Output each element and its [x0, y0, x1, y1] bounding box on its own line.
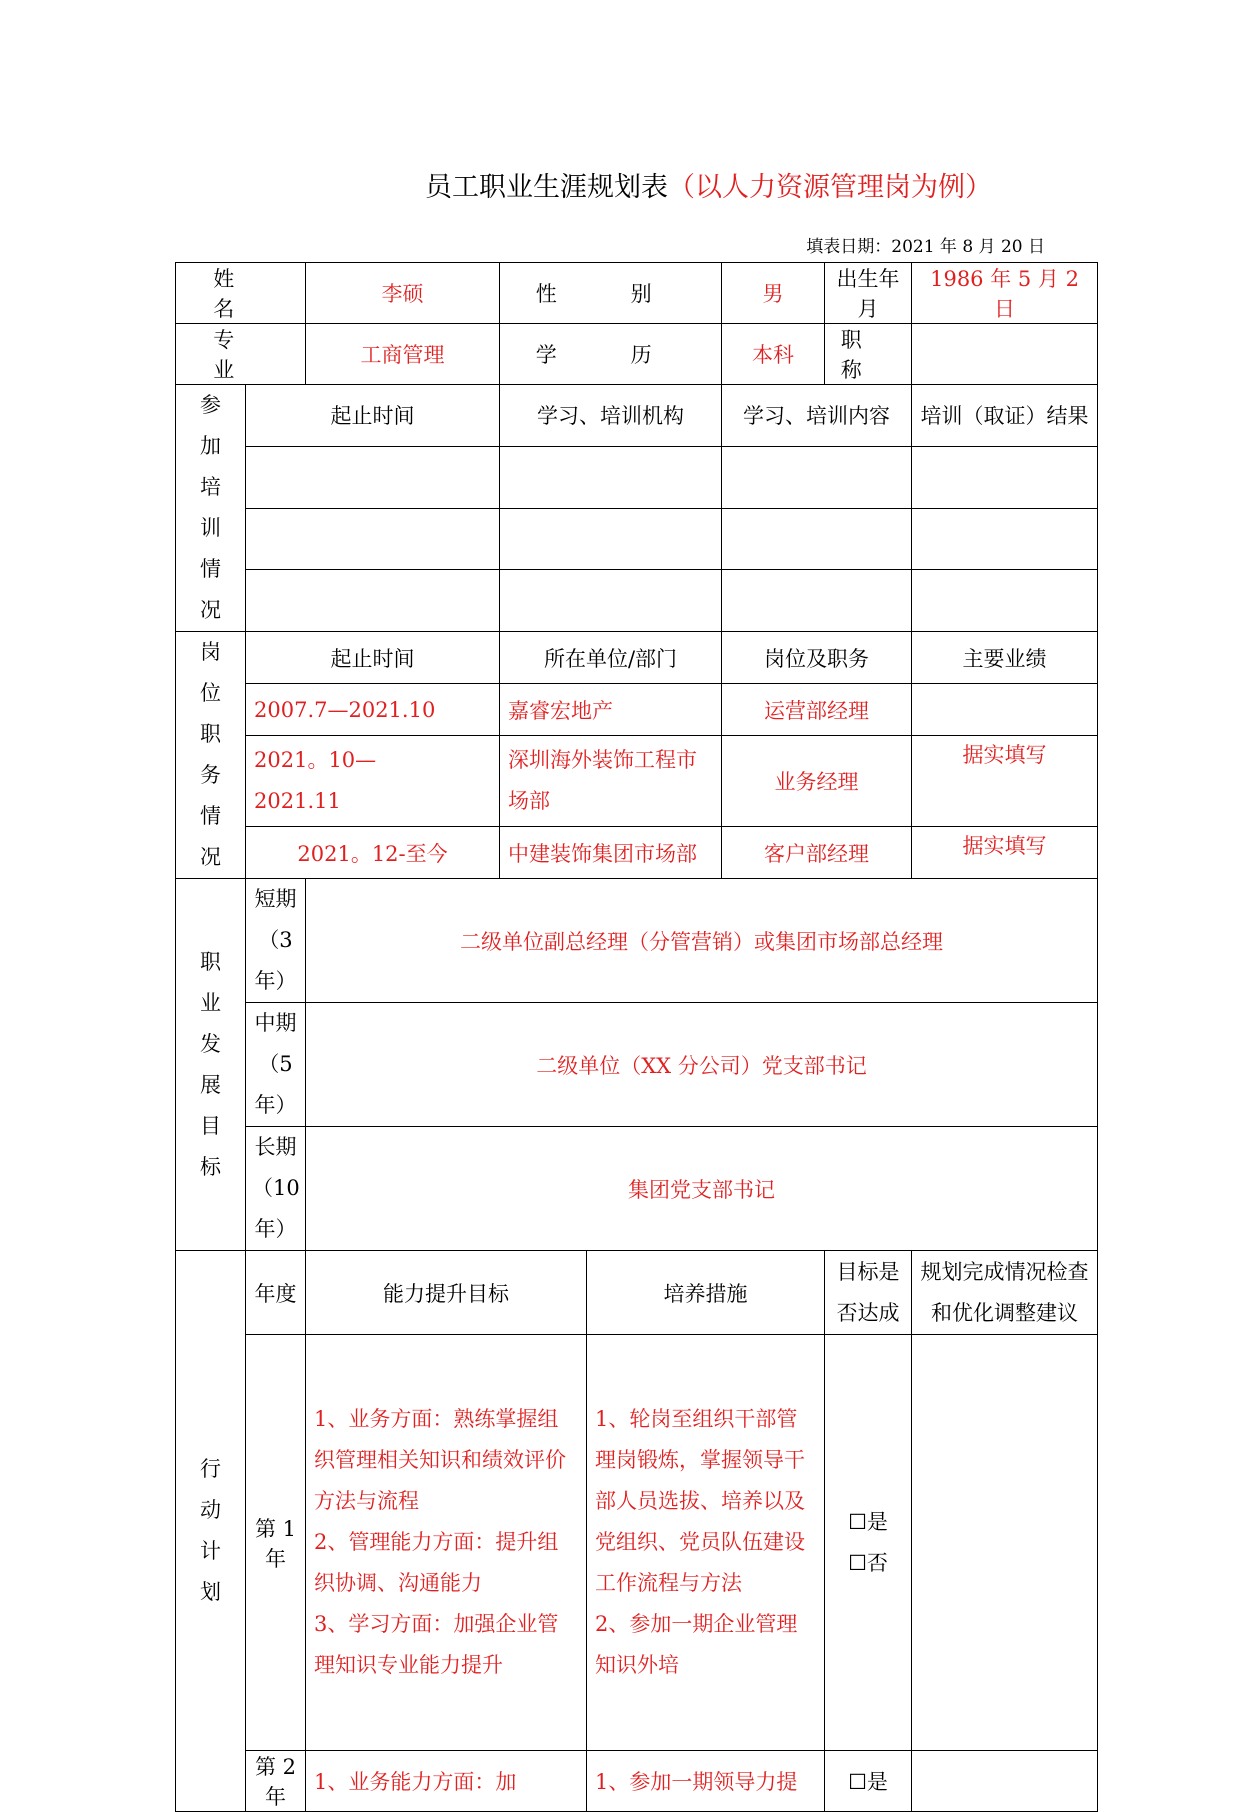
training-cell[interactable]: [246, 508, 500, 570]
education-value[interactable]: 本科: [722, 324, 825, 385]
job-title-label: 职 称: [825, 324, 912, 385]
gender-label: 性 别: [500, 263, 722, 324]
goal-term: 短期（3 年）: [246, 879, 306, 1003]
training-cell[interactable]: [246, 446, 500, 508]
plan-year-label: 第 2 年: [246, 1751, 306, 1812]
positions-header-unit: 所在单位/部门: [500, 632, 722, 684]
plan-header-year: 年度: [246, 1251, 306, 1335]
plan-measures-text[interactable]: 1、轮岗至组织干部管理岗锻炼，掌握领导干部人员选拔、培养以及党组织、党员队伍建设工作流程与方法 2、参加一期企业管理知识外培: [587, 1335, 825, 1751]
plan-measures-text[interactable]: 1、参加一期领导力提: [587, 1751, 825, 1812]
training-cell[interactable]: [246, 570, 500, 632]
birth-label: 出生年月: [825, 263, 912, 324]
training-cell[interactable]: [912, 446, 1098, 508]
fill-date: 填表日期：2021 年 8 月 20 日: [806, 237, 1045, 257]
position-achievement[interactable]: [912, 684, 1098, 736]
achieved-yes-checkbox[interactable]: ☐是: [848, 1770, 888, 1794]
plan-review-cell[interactable]: [912, 1335, 1098, 1751]
training-header-content: 学习、培训内容: [722, 385, 912, 447]
gender-value[interactable]: 男: [722, 263, 825, 324]
positions-header-period: 起止时间: [246, 632, 500, 684]
position-unit[interactable]: 中建装饰集团市场部: [500, 827, 722, 879]
birth-value[interactable]: 1986 年 5 月 2 日: [912, 263, 1098, 324]
training-header-result: 培训（取证）结果: [912, 385, 1098, 447]
training-cell[interactable]: [722, 570, 912, 632]
goals-section-label: 职业发展目标: [176, 879, 246, 1251]
training-header-institution: 学习、培训机构: [500, 385, 722, 447]
training-cell[interactable]: [500, 446, 722, 508]
training-cell[interactable]: [722, 446, 912, 508]
position-post[interactable]: 客户部经理: [722, 827, 912, 879]
training-cell[interactable]: [722, 508, 912, 570]
training-cell[interactable]: [912, 508, 1098, 570]
position-unit[interactable]: 嘉睿宏地产: [500, 684, 722, 736]
plan-section-label: 行动计划: [176, 1251, 246, 1812]
goal-text[interactable]: 集团党支部书记: [306, 1127, 1098, 1251]
name-value[interactable]: 李硕: [306, 263, 500, 324]
position-post[interactable]: 业务经理: [722, 736, 912, 827]
goal-term: 中期（5 年）: [246, 1003, 306, 1127]
plan-header-achieved: 目标是否达成: [825, 1251, 912, 1335]
plan-achieved-choice[interactable]: [825, 1751, 912, 1812]
position-achievement[interactable]: 据实填写: [912, 736, 1098, 827]
goal-text[interactable]: 二级单位（XX 分公司）党支部书记: [306, 1003, 1098, 1127]
education-label: 学 历: [500, 324, 722, 385]
plan-ability-text[interactable]: 1、业务方面：熟练掌握组织管理相关知识和绩效评价方法与流程 2、管理能力方面：提升组织协调、沟通能力 3、学习方面：加强企业管理知识专业能力提升: [306, 1335, 587, 1751]
major-label: 专 业: [176, 324, 306, 385]
achieved-no-checkbox[interactable]: ☐否: [848, 1550, 888, 1575]
plan-header-ability: 能力提升目标: [306, 1251, 587, 1335]
plan-achieved-choice[interactable]: [825, 1335, 912, 1751]
position-period[interactable]: 2021。12-至今: [246, 827, 500, 879]
goal-text[interactable]: 二级单位副总经理（分管营销）或集团市场部总经理: [306, 879, 1098, 1003]
achieved-yes-checkbox[interactable]: ☐是: [848, 1509, 888, 1534]
position-period[interactable]: 2021。10—2021.11: [246, 736, 500, 827]
plan-header-review: 规划完成情况检查和优化调整建议: [912, 1251, 1098, 1335]
title-sub: （以人力资源管理岗为例）: [668, 172, 992, 203]
goal-term: 长期（10 年）: [246, 1127, 306, 1251]
plan-ability-text[interactable]: 1、业务能力方面：加: [306, 1751, 587, 1812]
plan-review-cell[interactable]: [912, 1751, 1098, 1812]
positions-header-achievement: 主要业绩: [912, 632, 1098, 684]
title-main: 员工职业生涯规划表: [425, 172, 668, 203]
positions-header-post: 岗位及职务: [722, 632, 912, 684]
position-achievement[interactable]: 据实填写: [912, 827, 1098, 879]
plan-header-measures: 培养措施: [587, 1251, 825, 1335]
positions-section-label: 岗位职务情况: [176, 632, 246, 879]
page-title: [425, 165, 992, 204]
position-post[interactable]: 运营部经理: [722, 684, 912, 736]
training-section-label: 参加培训情况: [176, 385, 246, 632]
job-title-value[interactable]: [912, 324, 1098, 385]
training-header-period: 起止时间: [246, 385, 500, 447]
major-value[interactable]: 工商管理: [306, 324, 500, 385]
position-unit[interactable]: 深圳海外装饰工程市场部: [500, 736, 722, 827]
training-cell[interactable]: [912, 570, 1098, 632]
position-period[interactable]: 2007.7—2021.10: [246, 684, 500, 736]
career-plan-form: [175, 262, 1098, 1812]
training-cell[interactable]: [500, 570, 722, 632]
name-label: 姓 名: [176, 263, 306, 324]
training-cell[interactable]: [500, 508, 722, 570]
plan-year-label: 第 1 年: [246, 1335, 306, 1751]
